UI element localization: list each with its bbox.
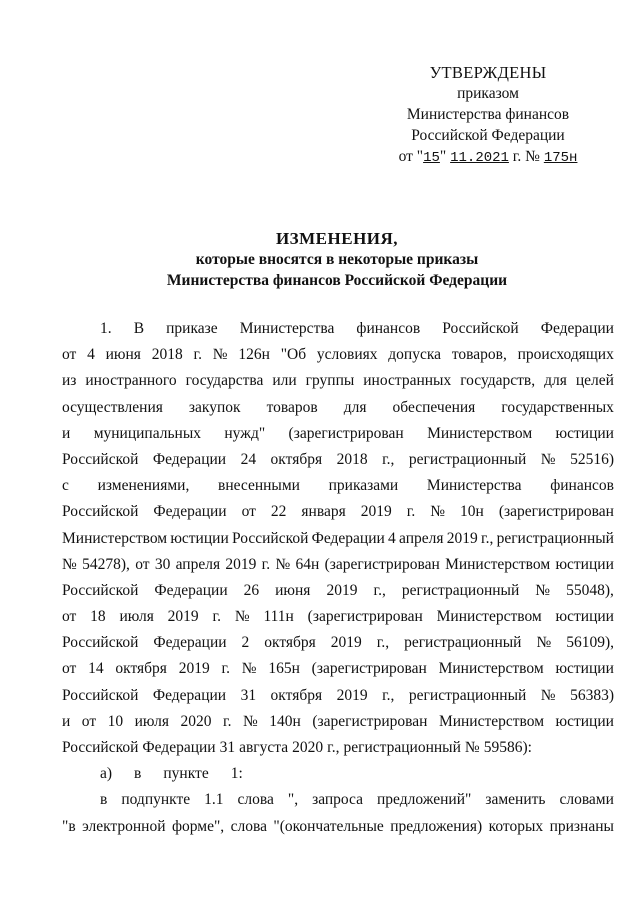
body-word: регистрационный — [343, 739, 461, 756]
body-word: июля — [134, 712, 169, 730]
body-word: 111н — [263, 608, 294, 626]
body-word: июня — [105, 346, 141, 364]
body-line — [62, 342, 614, 368]
heading-line-2: Министерства финансов Российской Федерации — [166, 272, 508, 289]
body-word: государственных — [501, 398, 614, 416]
body-line — [62, 709, 614, 735]
body-word: 56383) — [570, 686, 614, 704]
body-word: г. — [261, 555, 271, 573]
body-word: 1.1 — [204, 791, 224, 809]
body-word: Министерства — [426, 477, 522, 495]
body-word: 2019 — [360, 503, 392, 521]
body-word: Российской — [62, 450, 139, 468]
date-quote: " — [439, 148, 447, 165]
body-word: г., — [376, 634, 390, 652]
body-word: 2020 — [292, 739, 324, 756]
body-word: регистрационный — [404, 634, 522, 652]
body-word: предложения) — [390, 817, 483, 835]
body-word: (зарегистрирован — [288, 424, 404, 442]
body-line — [62, 683, 614, 709]
body-word: 2019 — [336, 686, 368, 704]
body-word: от — [135, 555, 150, 573]
approval-line-federation: Российской Федерации — [411, 127, 565, 144]
body-word: Федерации — [540, 320, 614, 337]
body-word: г., — [480, 529, 494, 547]
body-word: Министерством — [438, 712, 545, 730]
body-word: для — [544, 372, 567, 390]
body-word: 2018 — [151, 346, 183, 364]
body-word: Федерации — [152, 450, 227, 468]
body-word: от — [81, 712, 97, 730]
body-word: № — [540, 686, 556, 704]
body-word: нужд" — [224, 424, 266, 442]
body-word: иностранных — [363, 372, 452, 390]
body-word: регистрационный — [401, 581, 520, 599]
body-word: осуществления — [62, 398, 163, 416]
body-word: Российской — [62, 739, 139, 756]
body-word: закупок — [188, 398, 241, 416]
heading-title: ИЗМЕНЕНИЯ, — [275, 229, 399, 248]
body-word: регистрационный — [408, 450, 527, 468]
body-word: от — [62, 346, 77, 364]
body-word: № — [535, 581, 551, 599]
body-line — [62, 499, 614, 525]
body-word: Федерации — [153, 634, 227, 652]
body-line — [62, 787, 614, 813]
body-word: слова — [237, 791, 274, 809]
body-word: электронной — [82, 817, 166, 835]
body-word: 31 — [240, 686, 257, 704]
body-word: 59586): — [483, 739, 532, 756]
approval-line-order: приказом — [457, 85, 519, 102]
body-line — [62, 761, 614, 787]
body-word: № — [536, 634, 552, 652]
number-prefix: г. № — [508, 148, 540, 165]
body-word: целей — [575, 372, 614, 390]
body-word: 64н — [295, 555, 320, 573]
body-word: г. — [222, 712, 232, 730]
body-word: 10н — [460, 503, 484, 521]
body-word: 30 — [154, 555, 171, 573]
body-word: обеспечения — [392, 398, 476, 416]
body-word: 2019 — [330, 634, 362, 652]
body-word: Федерации — [311, 529, 385, 547]
body-word: муниципальных — [93, 424, 201, 442]
body-word: 56109), — [566, 634, 614, 652]
body-line — [62, 630, 614, 656]
body-word: Российской — [62, 503, 139, 521]
body-word: допуска — [388, 346, 442, 364]
body-word: г. — [193, 346, 202, 364]
body-word: с — [62, 477, 69, 495]
body-word: № — [212, 346, 228, 364]
body-word: Министерством — [62, 529, 168, 547]
body-line — [62, 447, 614, 473]
body-word: в — [100, 791, 108, 809]
body-word: Российской — [62, 581, 139, 599]
document-heading — [60, 228, 614, 291]
body-word: заменить — [485, 791, 546, 809]
body-word: г., — [382, 450, 395, 468]
body-word: апреля — [175, 555, 221, 573]
body-word: г., — [327, 739, 340, 756]
body-word: Министерством — [445, 555, 551, 573]
body-word: 1: — [230, 765, 243, 783]
body-word: 2 — [241, 634, 250, 652]
body-word: от — [62, 660, 77, 678]
body-word: форме", — [171, 817, 225, 835]
body-word: 54278), — [82, 555, 130, 573]
body-line — [62, 421, 614, 447]
body-word: Министерством — [438, 660, 544, 678]
body-line — [62, 656, 614, 682]
body-word: г. — [221, 660, 230, 678]
body-word: условиях — [316, 346, 378, 364]
body-word: 10 — [107, 712, 124, 730]
body-word: 2019 — [178, 660, 210, 678]
body-word: Федерации — [153, 503, 227, 521]
body-word: г. — [212, 608, 221, 626]
body-word: 14 — [88, 660, 104, 678]
body-word: № — [430, 503, 446, 521]
body-line — [62, 395, 614, 421]
body-word: внесенными — [218, 477, 300, 495]
body-word: 2020 — [180, 712, 212, 730]
body-word: юстиции — [555, 660, 614, 678]
body-word: 4 — [87, 346, 95, 364]
body-word: июля — [119, 608, 154, 626]
body-word: Российской — [231, 529, 309, 547]
body-word: 24 — [240, 450, 257, 468]
body-word: 2018 — [336, 450, 368, 468]
body-line — [62, 316, 614, 342]
body-word: для — [343, 398, 367, 416]
body-word: октября — [264, 634, 316, 652]
body-word: словами — [559, 791, 614, 809]
approval-block — [360, 62, 616, 169]
body-word: 18 — [90, 608, 106, 626]
body-word: юстиции — [555, 424, 614, 442]
body-word: "в — [62, 817, 76, 835]
body-word: апреля — [399, 529, 444, 547]
order-number: 175н — [543, 150, 578, 166]
body-word: Федерации — [142, 739, 216, 756]
body-word: и — [62, 712, 71, 730]
body-word: (зарегистрирован — [311, 660, 427, 678]
body-word: "Об — [280, 346, 307, 364]
body-word: № — [234, 608, 250, 626]
body-word: или — [272, 372, 297, 390]
body-word: Министерством — [427, 424, 533, 442]
body-word: товаров — [266, 398, 318, 416]
body-word: № — [540, 450, 556, 468]
body-word: Федерации — [152, 686, 227, 704]
body-word: Федерации — [154, 581, 228, 599]
date-month-year: 11.2021 — [450, 150, 509, 166]
body-word: 2019 — [167, 608, 199, 626]
body-word: (зарегистрирован — [312, 712, 428, 730]
approval-line-ministry: Министерства финансов — [406, 106, 570, 123]
body-word: 2019 — [225, 555, 257, 573]
body-word: 126н — [238, 346, 270, 364]
body-word: от — [241, 503, 256, 521]
document-body — [62, 316, 614, 840]
body-word: "(окончательные — [273, 817, 384, 835]
body-word: 4 — [388, 529, 396, 547]
body-word: иностранного — [85, 372, 177, 390]
body-word: 55048), — [566, 581, 614, 599]
body-word: 26 — [243, 581, 260, 599]
body-word: октября — [270, 450, 323, 468]
body-word: № — [464, 739, 480, 756]
body-word: № — [242, 712, 258, 730]
body-word: 140н — [269, 712, 301, 730]
body-line — [62, 526, 614, 552]
body-word: Российской — [62, 634, 139, 652]
body-line — [62, 604, 614, 630]
body-word: происходящих — [517, 346, 614, 364]
body-line — [62, 552, 614, 578]
body-word: (зарегистрирован — [324, 555, 440, 573]
body-word: 52516) — [570, 450, 614, 468]
body-word: октября — [115, 660, 167, 678]
body-word: в — [134, 765, 142, 783]
body-word: юстиции — [555, 608, 614, 626]
body-word: г., — [382, 686, 395, 704]
body-word: августа — [239, 739, 289, 756]
body-line — [62, 368, 614, 394]
heading-line-1: которые вносятся в некоторые приказы — [195, 251, 479, 268]
body-word: государства — [185, 372, 264, 390]
body-line — [62, 814, 614, 840]
body-word: г., — [373, 581, 386, 599]
body-line — [62, 578, 614, 604]
body-word: 22 — [270, 503, 287, 521]
body-word: государств, — [460, 372, 536, 390]
body-word: 31 — [219, 739, 236, 756]
body-word: изменениями, — [97, 477, 190, 495]
body-word: октября — [270, 686, 323, 704]
body-word: юстиции — [555, 555, 614, 573]
body-word: регистрационный — [496, 529, 614, 547]
body-word: предложений" — [377, 791, 472, 809]
body-word: признаны — [549, 817, 614, 835]
body-word: запроса — [312, 791, 364, 809]
body-word: 1. — [100, 320, 112, 337]
body-word: января — [301, 503, 346, 521]
body-word: которых — [488, 817, 544, 835]
body-line — [62, 735, 614, 761]
body-word: 165н — [268, 660, 300, 678]
body-word: а) — [100, 765, 113, 783]
approval-title: УТВЕРЖДЕНЫ — [429, 63, 547, 82]
body-word: подпункте — [121, 791, 191, 809]
body-word: № — [241, 660, 257, 678]
body-word: юстиции — [170, 529, 229, 547]
body-word: юстиции — [555, 712, 614, 730]
body-word: финансов — [550, 477, 614, 495]
body-word: (зарегистрирован — [307, 608, 423, 626]
body-word: (зарегистрирован — [498, 503, 614, 521]
body-word: № — [62, 555, 77, 573]
body-word: финансов — [356, 320, 421, 337]
body-word: ", — [287, 791, 299, 809]
body-word: № — [275, 555, 291, 573]
body-word: и — [62, 424, 71, 442]
body-word: 2019 — [446, 529, 478, 547]
body-word: пункте — [163, 765, 209, 783]
date-day: 15 — [423, 150, 440, 166]
body-word: приказе — [166, 320, 218, 337]
body-word: Министерством — [436, 608, 542, 626]
body-word: приказами — [328, 477, 399, 495]
body-word: г. — [406, 503, 416, 521]
body-word: 2019 — [326, 581, 358, 599]
body-word: регистрационный — [408, 686, 527, 704]
body-word: Российской — [442, 320, 519, 337]
body-word: июня — [275, 581, 311, 599]
body-word: группы — [305, 372, 355, 390]
body-line — [62, 473, 614, 499]
date-prefix: от " — [398, 148, 424, 165]
approval-date-line — [360, 146, 616, 169]
body-word: В — [133, 320, 145, 337]
body-word: от — [62, 608, 77, 626]
body-word: Российской — [62, 686, 139, 704]
body-word: Министерства — [239, 320, 335, 337]
body-word: товаров, — [451, 346, 507, 364]
body-word: из — [62, 372, 77, 390]
body-word: слова — [230, 817, 267, 835]
